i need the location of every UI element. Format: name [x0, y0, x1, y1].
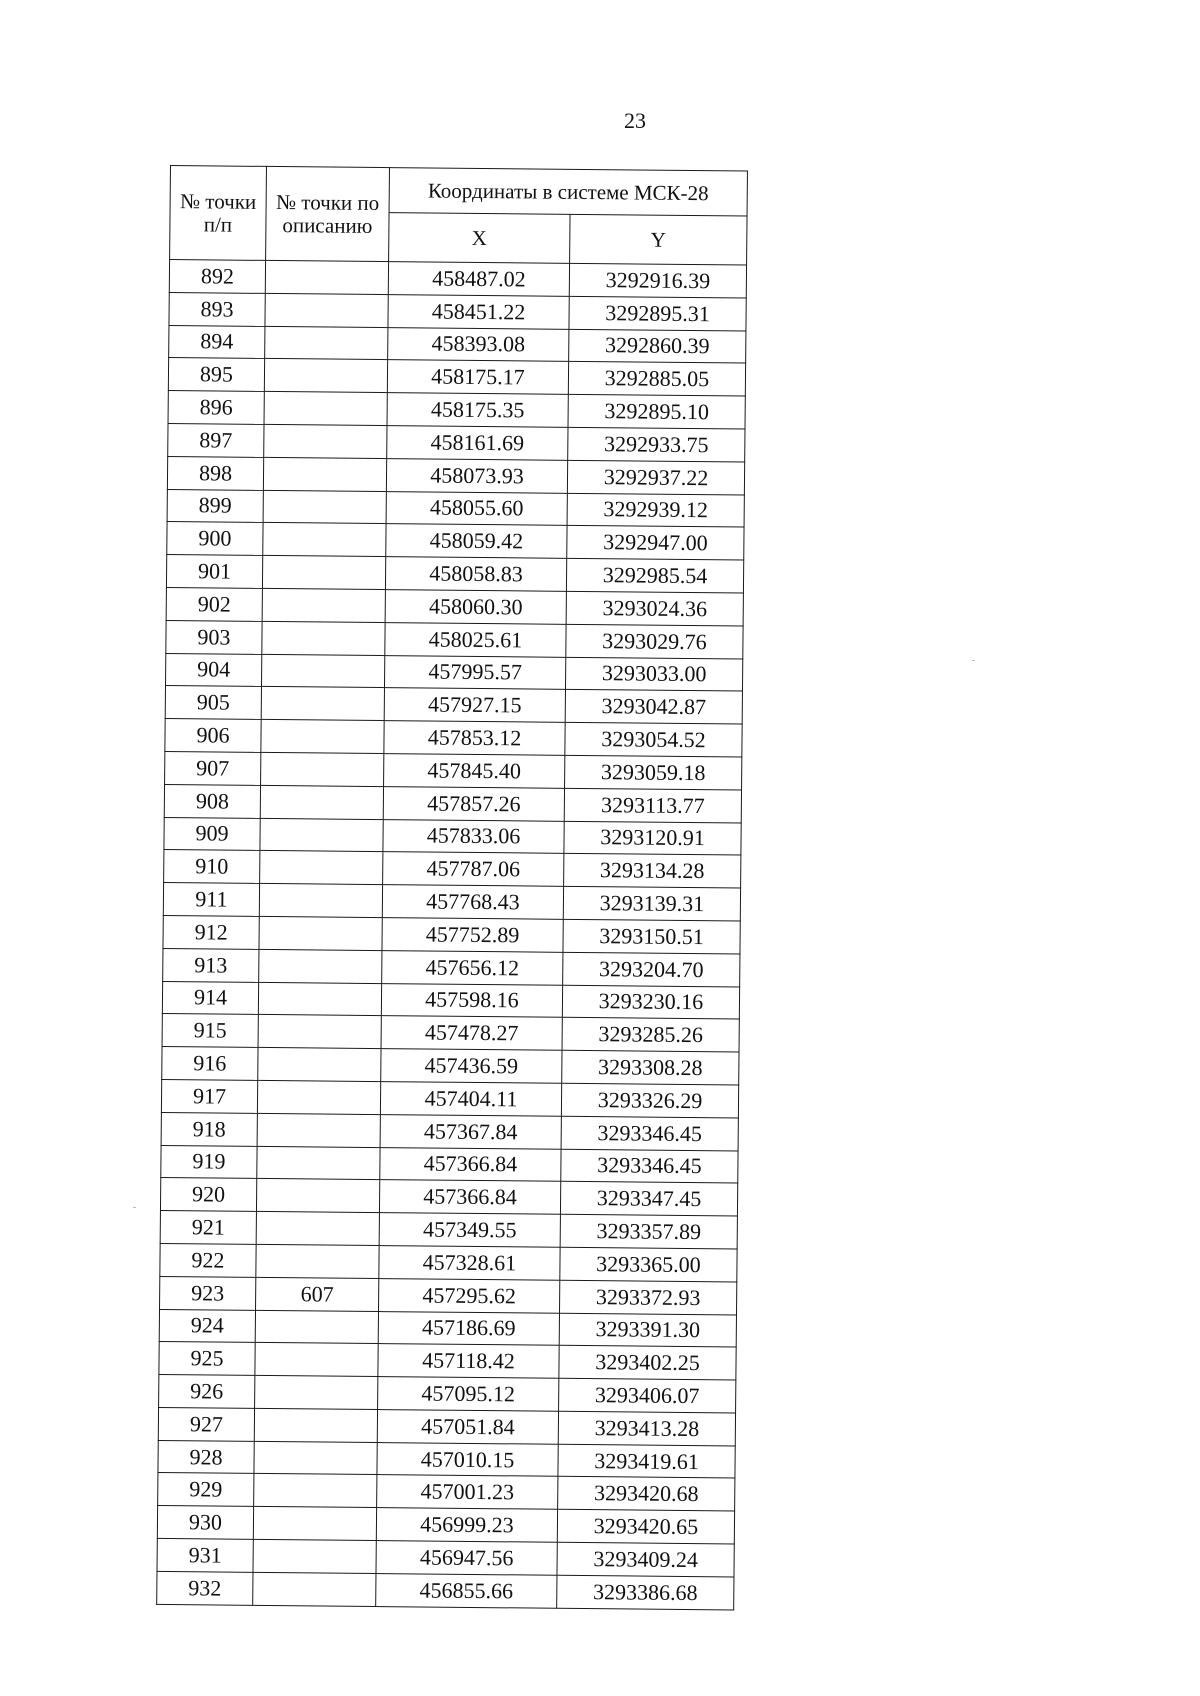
cell-x: 458059.42 — [386, 524, 567, 559]
table-row — [158, 1407, 735, 1445]
cell-x: 457186.69 — [378, 1311, 559, 1346]
cell-y: 3293285.26 — [562, 1018, 739, 1052]
table-row — [157, 1539, 734, 1577]
cell-y: 3293150.51 — [563, 919, 740, 953]
cell-y: 3293326.29 — [561, 1083, 738, 1117]
cell-point-number: 919 — [161, 1145, 257, 1179]
table-row — [165, 686, 742, 724]
cell-description-point-number — [258, 982, 381, 1016]
cell-point-number: 932 — [157, 1571, 253, 1605]
cell-x: 457845.40 — [384, 754, 565, 789]
cell-y: 3293120.91 — [564, 821, 741, 855]
cell-point-number: 906 — [165, 719, 261, 753]
cell-point-number: 892 — [169, 260, 265, 294]
table-row — [168, 358, 745, 396]
cell-x: 458175.17 — [387, 360, 568, 395]
cell-description-point-number — [260, 851, 383, 885]
cell-point-number: 929 — [158, 1473, 254, 1507]
cell-x: 458073.93 — [386, 458, 567, 493]
cell-x: 458060.30 — [385, 590, 566, 625]
cell-description-point-number — [254, 1408, 377, 1442]
cell-description-point-number — [262, 621, 385, 655]
cell-y: 3293308.28 — [562, 1050, 739, 1084]
cell-point-number: 900 — [167, 522, 263, 556]
table-row — [165, 719, 742, 757]
table-row — [165, 751, 742, 789]
table-row — [160, 1243, 737, 1281]
table-row — [159, 1375, 736, 1413]
cell-point-number: 921 — [160, 1211, 256, 1245]
cell-point-number: 908 — [164, 784, 260, 818]
cell-y: 3293365.00 — [560, 1247, 737, 1281]
cell-description-point-number — [261, 752, 384, 786]
cell-y: 3292895.31 — [569, 296, 746, 330]
scan-speck — [133, 1207, 136, 1208]
table-header — [170, 166, 748, 266]
cell-point-number: 910 — [164, 850, 260, 884]
table-row — [162, 981, 739, 1019]
cell-x: 457366.84 — [379, 1180, 560, 1215]
cell-x: 457478.27 — [381, 1016, 562, 1051]
cell-description-point-number — [255, 1343, 378, 1377]
cell-point-number: 918 — [161, 1112, 257, 1146]
cell-point-number: 930 — [157, 1506, 253, 1540]
cell-description-point-number — [261, 687, 384, 721]
cell-point-number: 903 — [166, 620, 262, 654]
cell-description-point-number — [261, 720, 384, 754]
cell-point-number: 911 — [163, 883, 259, 917]
table-row — [169, 260, 746, 298]
cell-point-number: 928 — [158, 1440, 254, 1474]
table-row — [163, 915, 740, 953]
cell-y: 3293372.93 — [560, 1280, 737, 1314]
cell-point-number: 895 — [168, 358, 264, 392]
cell-y: 3293204.70 — [563, 952, 740, 986]
header-x: X — [389, 213, 570, 264]
cell-y: 3293419.61 — [558, 1444, 735, 1478]
cell-y: 3293134.28 — [564, 854, 741, 888]
cell-point-number: 925 — [159, 1342, 255, 1376]
cell-y: 3293391.30 — [559, 1313, 736, 1347]
cell-x: 457853.12 — [384, 721, 565, 756]
table-row — [161, 1145, 738, 1183]
cell-y: 3293402.25 — [559, 1346, 736, 1380]
cell-point-number: 926 — [159, 1375, 255, 1409]
coordinates-table — [156, 165, 748, 1610]
cell-x: 457436.59 — [381, 1049, 562, 1084]
cell-point-number: 914 — [162, 981, 258, 1015]
cell-point-number: 897 — [168, 423, 264, 457]
cell-x: 458025.61 — [385, 622, 566, 657]
cell-x: 458487.02 — [388, 262, 569, 297]
cell-y: 3292895.10 — [568, 395, 745, 429]
cell-description-point-number — [263, 523, 386, 557]
cell-x: 457752.89 — [382, 918, 563, 953]
table-row — [163, 948, 740, 986]
cell-y: 3293347.45 — [560, 1182, 737, 1216]
table-row — [166, 653, 743, 691]
cell-point-number: 894 — [169, 325, 265, 359]
cell-description-point-number — [263, 490, 386, 524]
table-row — [159, 1342, 736, 1380]
table-row — [160, 1178, 737, 1216]
cell-point-number: 907 — [165, 751, 261, 785]
cell-x: 457656.12 — [382, 950, 563, 985]
scan-speck — [972, 660, 975, 661]
table-row — [162, 1047, 739, 1085]
table-row — [160, 1276, 737, 1314]
table-body — [157, 260, 747, 1610]
cell-x: 457095.12 — [378, 1377, 559, 1412]
cell-point-number: 901 — [166, 555, 262, 589]
table-row — [163, 883, 740, 921]
cell-description-point-number — [264, 392, 387, 426]
cell-description-point-number — [260, 785, 383, 819]
page-number: 23 — [624, 108, 646, 133]
cell-point-number: 917 — [161, 1079, 257, 1113]
cell-description-point-number — [263, 457, 386, 491]
table-row — [158, 1473, 735, 1511]
cell-point-number: 902 — [166, 587, 262, 621]
table-row — [164, 784, 741, 822]
cell-x: 458058.83 — [385, 557, 566, 592]
table-row — [157, 1571, 734, 1609]
cell-x: 458161.69 — [387, 426, 568, 461]
cell-description-point-number — [255, 1375, 378, 1409]
cell-x: 457367.84 — [380, 1114, 561, 1149]
cell-y: 3293033.00 — [565, 657, 742, 691]
cell-description-point-number — [265, 326, 388, 360]
cell-y: 3292939.12 — [567, 493, 744, 527]
cell-point-number: 924 — [159, 1309, 255, 1343]
cell-point-number: 923 — [160, 1276, 256, 1310]
table-row — [169, 292, 746, 330]
cell-x: 456855.66 — [376, 1573, 557, 1608]
cell-description-point-number — [259, 949, 382, 983]
cell-y: 3293139.31 — [563, 886, 740, 920]
table-row — [160, 1211, 737, 1249]
cell-description-point-number — [259, 884, 382, 918]
table-row — [157, 1506, 734, 1544]
cell-y: 3293230.16 — [562, 985, 739, 1019]
cell-x: 457927.15 — [384, 688, 565, 723]
cell-x: 457349.55 — [379, 1213, 560, 1248]
cell-y: 3292885.05 — [568, 362, 745, 396]
cell-x: 458393.08 — [388, 327, 569, 362]
cell-description-point-number — [254, 1441, 377, 1475]
cell-point-number: 899 — [167, 489, 263, 523]
cell-point-number: 912 — [163, 915, 259, 949]
cell-x: 456999.23 — [376, 1508, 557, 1543]
cell-y: 3293113.77 — [564, 788, 741, 822]
table-row — [168, 423, 745, 461]
cell-point-number: 898 — [167, 456, 263, 490]
cell-y: 3293386.68 — [557, 1575, 734, 1609]
cell-description-point-number — [257, 1080, 380, 1114]
cell-description-point-number — [265, 260, 388, 294]
cell-point-number: 893 — [169, 292, 265, 326]
cell-point-number: 904 — [166, 653, 262, 687]
cell-x: 458175.35 — [387, 393, 568, 428]
cell-y: 3292985.54 — [566, 558, 743, 592]
cell-x: 457010.15 — [377, 1442, 558, 1477]
cell-description-point-number — [257, 1113, 380, 1147]
table-row — [158, 1440, 735, 1478]
cell-description-point-number — [257, 1146, 380, 1180]
table-row — [162, 1014, 739, 1052]
cell-x: 457328.61 — [379, 1245, 560, 1280]
cell-x: 457598.16 — [381, 983, 562, 1018]
cell-description-point-number — [259, 916, 382, 950]
cell-x: 457833.06 — [383, 819, 564, 854]
cell-description-point-number — [262, 588, 385, 622]
cell-point-number: 920 — [160, 1178, 256, 1212]
cell-description-point-number — [256, 1211, 379, 1245]
header-point-number: № точки п/п — [170, 166, 267, 261]
cell-y: 3293029.76 — [566, 624, 743, 658]
cell-y: 3293406.07 — [559, 1378, 736, 1412]
cell-y: 3293357.89 — [560, 1214, 737, 1248]
cell-y: 3293024.36 — [566, 591, 743, 625]
cell-y: 3292933.75 — [568, 427, 745, 461]
cell-x: 457001.23 — [377, 1475, 558, 1510]
cell-point-number: 896 — [168, 391, 264, 425]
cell-y: 3292860.39 — [569, 329, 746, 363]
cell-description-point-number — [262, 556, 385, 590]
table-row — [161, 1079, 738, 1117]
cell-y: 3293409.24 — [557, 1542, 734, 1576]
cell-description-point-number — [264, 359, 387, 393]
cell-description-point-number — [264, 424, 387, 458]
cell-description-point-number — [265, 293, 388, 327]
table-row — [166, 587, 743, 625]
cell-description-point-number — [261, 654, 384, 688]
table-row — [167, 522, 744, 560]
table-row — [166, 620, 743, 658]
cell-y: 3292947.00 — [567, 526, 744, 560]
cell-x: 457857.26 — [383, 786, 564, 821]
cell-y: 3293346.45 — [561, 1149, 738, 1183]
cell-y: 3293420.68 — [558, 1477, 735, 1511]
cell-x: 457051.84 — [377, 1409, 558, 1444]
table-row — [167, 489, 744, 527]
table-row — [164, 850, 741, 888]
cell-y: 3293042.87 — [565, 690, 742, 724]
cell-y: 3293413.28 — [558, 1411, 735, 1445]
table-row — [166, 555, 743, 593]
cell-description-point-number — [255, 1310, 378, 1344]
cell-description-point-number — [260, 818, 383, 852]
table-row — [161, 1112, 738, 1150]
cell-x: 457295.62 — [379, 1278, 560, 1313]
header-y: Y — [570, 214, 747, 265]
cell-x: 458451.22 — [388, 294, 569, 329]
cell-description-point-number — [256, 1244, 379, 1278]
cell-description-point-number — [253, 1539, 376, 1573]
cell-x: 457404.11 — [380, 1081, 561, 1116]
cell-point-number: 927 — [158, 1407, 254, 1441]
table-row — [169, 325, 746, 363]
cell-y: 3293059.18 — [565, 755, 742, 789]
cell-description-point-number — [254, 1474, 377, 1508]
cell-x: 458055.60 — [386, 491, 567, 526]
cell-description-point-number — [253, 1572, 376, 1606]
cell-point-number: 916 — [162, 1047, 258, 1081]
cell-point-number: 922 — [160, 1243, 256, 1277]
cell-description-point-number — [253, 1507, 376, 1541]
header-description-point-number: № точки по описанию — [266, 166, 390, 261]
cell-description-point-number: 607 — [256, 1277, 379, 1311]
table-row — [159, 1309, 736, 1347]
cell-x: 457787.06 — [383, 852, 564, 887]
header-coordinates-group: Координаты в системе МСК-28 — [389, 168, 747, 216]
table-row — [164, 817, 741, 855]
cell-point-number: 913 — [163, 948, 259, 982]
cell-y: 3293054.52 — [565, 722, 742, 756]
cell-point-number: 909 — [164, 817, 260, 851]
cell-y: 3292916.39 — [569, 263, 746, 297]
table-row — [168, 391, 745, 429]
cell-y: 3292937.22 — [567, 460, 744, 494]
cell-description-point-number — [258, 1015, 381, 1049]
cell-x: 457366.84 — [380, 1147, 561, 1182]
cell-description-point-number — [258, 1048, 381, 1082]
cell-x: 456947.56 — [376, 1541, 557, 1576]
cell-point-number: 931 — [157, 1539, 253, 1573]
cell-x: 457995.57 — [384, 655, 565, 690]
table-row — [167, 456, 744, 494]
cell-y: 3293346.45 — [561, 1116, 738, 1150]
cell-x: 457118.42 — [378, 1344, 559, 1379]
cell-x: 457768.43 — [382, 885, 563, 920]
cell-description-point-number — [256, 1179, 379, 1213]
cell-y: 3293420.65 — [557, 1510, 734, 1544]
cell-point-number: 905 — [165, 686, 261, 720]
cell-point-number: 915 — [162, 1014, 258, 1048]
